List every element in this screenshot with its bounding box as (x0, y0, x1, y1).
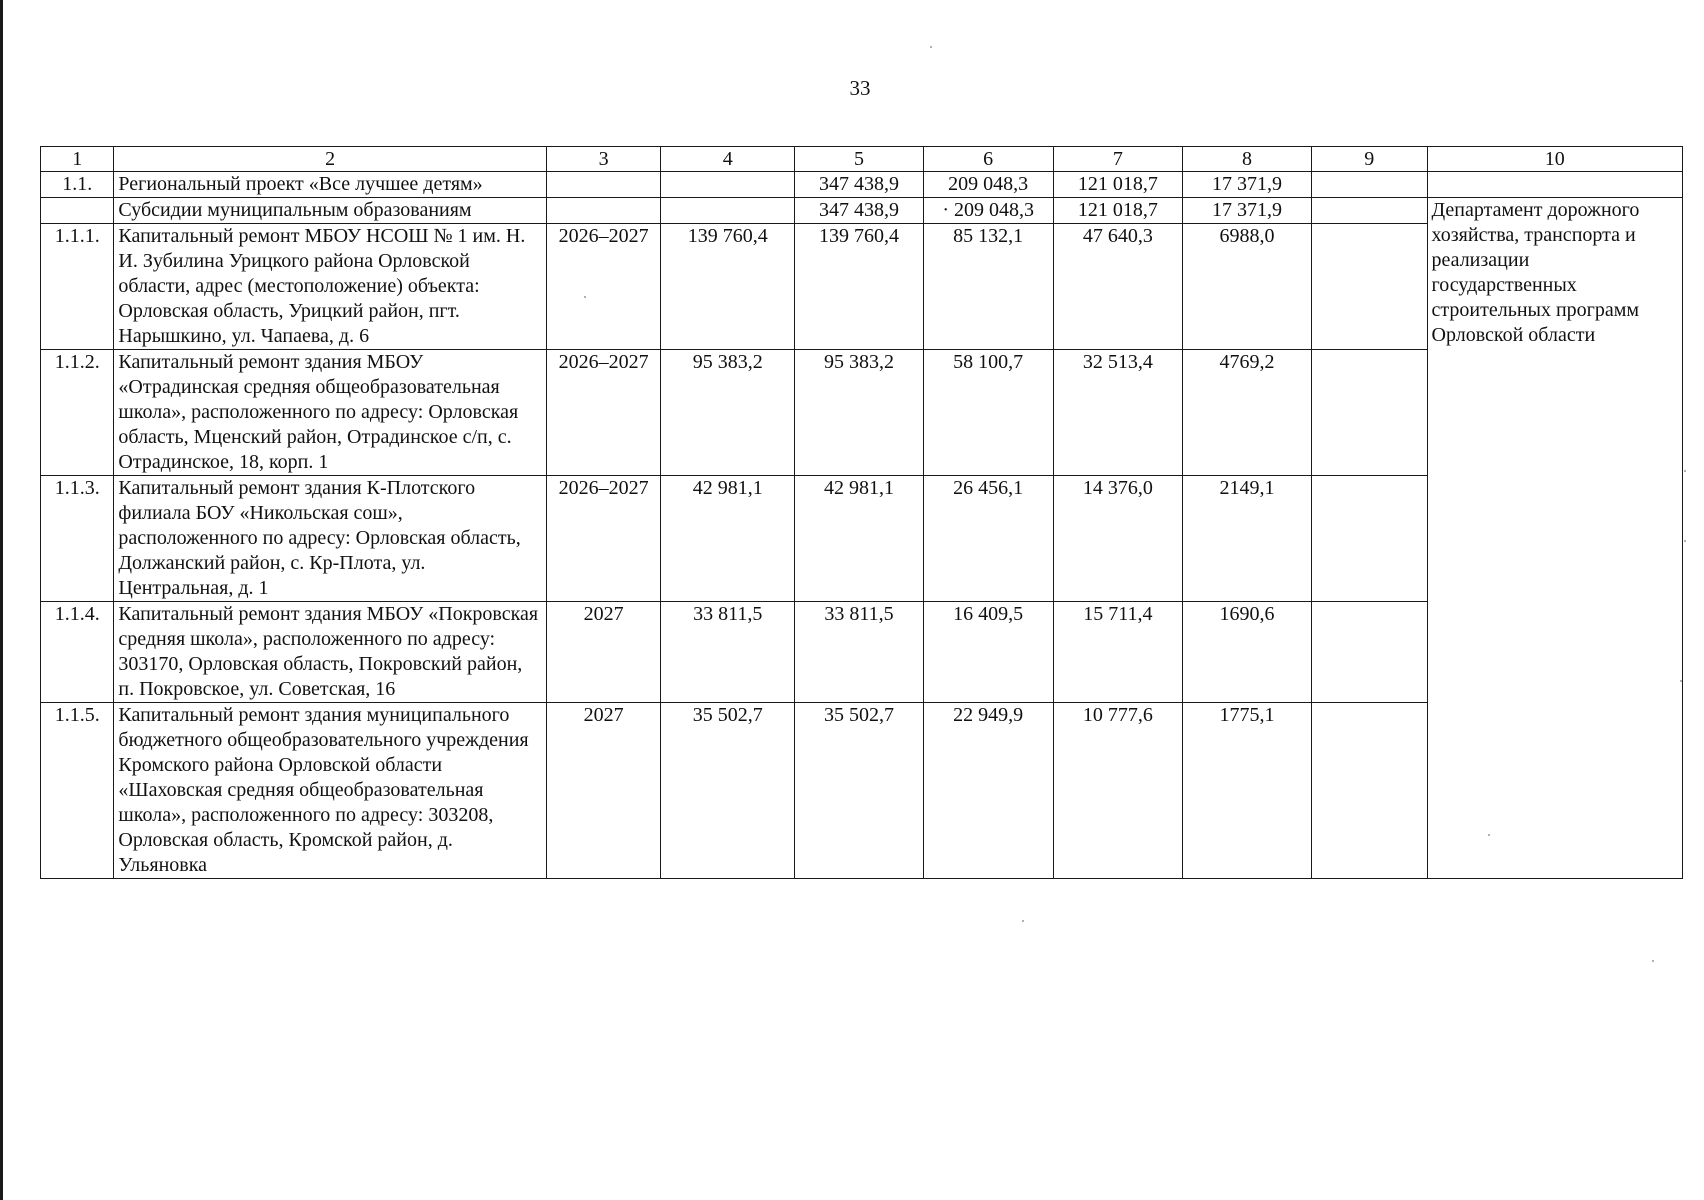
header-cell: 9 (1311, 147, 1427, 172)
header-cell: 2 (114, 147, 546, 172)
row-col6: 22 949,9 (923, 703, 1053, 879)
row-col4 (661, 198, 795, 224)
header-cell: 7 (1053, 147, 1183, 172)
scan-speck (1684, 540, 1686, 542)
header-cell: 4 (661, 147, 795, 172)
row-number: 1.1.3. (41, 476, 114, 602)
row-period: 2027 (546, 602, 661, 703)
page-number: 33 (849, 76, 871, 100)
scan-left-edge (0, 0, 3, 1200)
row-number (41, 198, 114, 224)
row-col9 (1311, 224, 1427, 350)
row-number: 1.1.5. (41, 703, 114, 879)
row-col6: 85 132,1 (923, 224, 1053, 350)
row-col5: 347 438,9 (795, 172, 924, 198)
row-name: Капитальный ремонт здания МБОУ «Отрадинская средняя общеобразовательная школа», расположенного по адресу: Орловская область, Мценский район, Отрадинское с/п, с. Отрадинское, 18, корп. 1 (114, 350, 546, 476)
row-col6: 16 409,5 (923, 602, 1053, 703)
row-col8: 1775,1 (1183, 703, 1312, 879)
row-name: Капитальный ремонт здания муниципального бюджетного общеобразовательного учреждения Кромского района Орловской области «Шаховская средняя общеобразовательная школа», расположенного по адресу: 303208, Орловская область, Кромской район, д. Ульяновка (114, 703, 546, 879)
row-col5: 95 383,2 (795, 350, 924, 476)
row-col4: 42 981,1 (661, 476, 795, 602)
row-col5: 347 438,9 (795, 198, 924, 224)
header-cell: 8 (1183, 147, 1312, 172)
table-header-row (41, 147, 1683, 172)
row-col7: 121 018,7 (1053, 172, 1183, 198)
row-col7: 15 711,4 (1053, 602, 1183, 703)
row-col9 (1311, 602, 1427, 703)
row-col9 (1311, 476, 1427, 602)
row-period: 2026–2027 (546, 224, 661, 350)
row-col5: 139 760,4 (795, 224, 924, 350)
row-col9 (1311, 198, 1427, 224)
row-period (546, 198, 661, 224)
row-col4: 33 811,5 (661, 602, 795, 703)
row-col10 (1427, 172, 1682, 198)
row-col9 (1311, 350, 1427, 476)
row-col4: 95 383,2 (661, 350, 795, 476)
table-row (41, 172, 1683, 198)
row-col6: · 209 048,3 (923, 198, 1053, 224)
row-col4: 35 502,7 (661, 703, 795, 879)
header-cell: 5 (795, 147, 924, 172)
scan-speck (1680, 680, 1682, 682)
row-period: 2026–2027 (546, 476, 661, 602)
row-number: 1.1.2. (41, 350, 114, 476)
header-cell: 1 (41, 147, 114, 172)
row-col6: 209 048,3 (923, 172, 1053, 198)
row-col8: 4769,2 (1183, 350, 1312, 476)
scan-speck (1652, 960, 1654, 962)
row-col5: 35 502,7 (795, 703, 924, 879)
row-col7: 14 376,0 (1053, 476, 1183, 602)
row-name: Капитальный ремонт здания К-Плотского филиала БОУ «Никольская сош», расположенного по адресу: Орловская область, Должанский район, с. Кр-Плота, ул. Центральная, д. 1 (114, 476, 546, 602)
row-period (546, 172, 661, 198)
row-col8: 17 371,9 (1183, 198, 1312, 224)
scan-speck (1022, 920, 1024, 922)
row-col9 (1311, 703, 1427, 879)
row-period: 2026–2027 (546, 350, 661, 476)
table-row (41, 198, 1683, 224)
row-number: 1.1.1. (41, 224, 114, 350)
row-col9 (1311, 172, 1427, 198)
row-col5: 33 811,5 (795, 602, 924, 703)
header-cell: 10 (1427, 147, 1682, 172)
row-col7: 47 640,3 (1053, 224, 1183, 350)
row-col8: 17 371,9 (1183, 172, 1312, 198)
row-col6: 26 456,1 (923, 476, 1053, 602)
row-col8: 2149,1 (1183, 476, 1312, 602)
row-name: Субсидии муниципальным образованиям (114, 198, 546, 224)
row-number: 1.1. (41, 172, 114, 198)
row-name: Капитальный ремонт здания МБОУ «Покровская средняя школа», расположенного по адресу: 303170, Орловская область, Покровский район, п. Покровское, ул. Советская, 16 (114, 602, 546, 703)
department-cell: Департамент дорожного хозяйства, транспорта и реализации государственных строительных программ Орловской области (1427, 198, 1682, 879)
scan-speck (930, 46, 932, 48)
scan-speck (1684, 470, 1686, 472)
header-cell: 3 (546, 147, 661, 172)
row-col7: 10 777,6 (1053, 703, 1183, 879)
row-col7: 32 513,4 (1053, 350, 1183, 476)
row-name: Капитальный ремонт МБОУ НСОШ № 1 им. Н. И. Зубилина Урицкого района Орловской области, адрес (местоположение) объекта: Орловская область, Урицкий район, пгт. Нарышкино, ул. Чапаева, д. 6 (114, 224, 546, 350)
program-table (40, 146, 1683, 879)
row-period: 2027 (546, 703, 661, 879)
row-name: Региональный проект «Все лучшее детям» (114, 172, 546, 198)
row-col5: 42 981,1 (795, 476, 924, 602)
row-col8: 1690,6 (1183, 602, 1312, 703)
row-col7: 121 018,7 (1053, 198, 1183, 224)
row-col8: 6988,0 (1183, 224, 1312, 350)
header-cell: 6 (923, 147, 1053, 172)
row-number: 1.1.4. (41, 602, 114, 703)
row-col6: 58 100,7 (923, 350, 1053, 476)
row-col4: 139 760,4 (661, 224, 795, 350)
scan-speck (1488, 834, 1490, 836)
row-col4 (661, 172, 795, 198)
scan-speck (584, 296, 586, 298)
